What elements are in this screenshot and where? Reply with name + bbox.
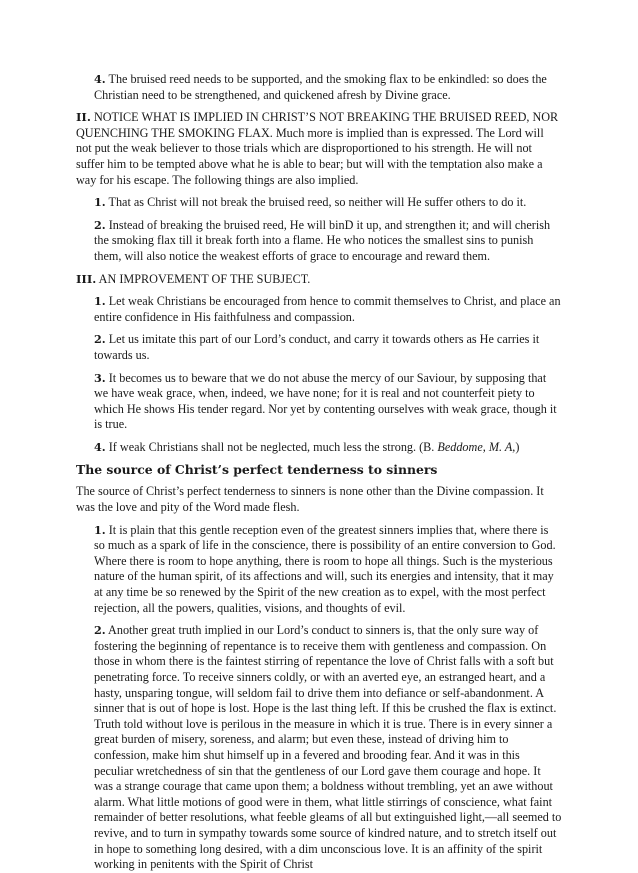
source-paragraph-1: 1. It is plain that this gentle reception even of the greatest sinners implies that, where there is so much as a spark of life in the conscience, there is possibility of an entire conversion to God. Where there is room to hope anything, there is room to hope all things. Such is the mysterious nature of the human spirit, of its affections and will, such its energies and intensity, that it may at any time be so renewed by the Spirit of the new creation as to expel, with the most perfect rejection, all the powers, qualities, visions, and thoughts of evil. [94, 522, 556, 615]
section-iii-paragraph: III. AN IMPROVEMENT OF THE SUBJECT. [76, 271, 311, 286]
paragraph-iii-1: 1. Let weak Christians be encouraged from hence to commit themselves to Christ, and place an entire confidence in His faithfulness and compassion. [94, 294, 561, 324]
section-ii-paragraph: II. NOTICE WHAT IS IMPLIED IN CHRIST’S NOT BREAKING THE BRUISED REED, NOR QUENCHING THE SMOKING FLAX. Much more is implied than is expressed. The Lord will not put the weak believer to those trials which are disproportioned to his strength. He will not suffer him to be tempted above what he is able to bear; but will with the temptation also make a way for his escape. The following things are also implied. [76, 110, 559, 187]
section-heading: The source of Christ’s perfect tenderness to sinners [76, 462, 438, 478]
paragraph-iii-4: 4. If weak Christians shall not be neglected, much less the strong. (B. Beddome, M. A,) [94, 439, 520, 454]
paragraph-iii-2: 2. Let us imitate this part of our Lord’s conduct, and carry it towards others as He carries it towards us. [94, 332, 540, 362]
paragraph-ii-1: 1. That as Christ will not break the bruised reed, so neither will He suffer others to do it. [94, 195, 527, 210]
source-intro-paragraph: The source of Christ’s perfect tenderness to sinners is none other than the Divine compassion. It was the love and pity of the Word made flesh. [76, 484, 544, 515]
paragraph-iii-3: 3. It becomes us to beware that we do not abuse the mercy of our Saviour, by supposing that we have weak grace, when, indeed, we have none; for it is real and not counterfeit piety to which He shows His tender regard. Nor yet by contenting ourselves with weak grace, though it is true. [94, 370, 557, 432]
paragraph-ii-2: 2. Instead of breaking the bruised reed, He will binD it up, and strengthen it; and will cherish the smoking flax till it break forth into a flame. He who notices the smallest sins to punish them, will also notice the weakest efforts of grace to encourage and reward them. [94, 217, 551, 263]
source-paragraph-2: 2. Another great truth implied in our Lord’s conduct to sinners is, that the only sure way of fostering the beginning of repentance is to receive them with gentleness and compassion. On those in whom there is the faintest stirring of repentance the love of Christ falls with a soft but penetrating force. To receive sinners coldly, or with an averted eye, an estranged heart, and a hasty, unsparing tongue, will seldom fail to drive them into defiance or self-abandonment. A sinner that is out of hope is lost. Hope is the last thing left. If this be crushed the flax is extinct. Truth told without love is perilous in the measure in which it is true. There is in every sinner a great burden of misery, soreness, and alarm; but even these, instead of driving him to confession, make him shut himself up in a fevered and brooding fear. And it was in this peculiar wretchedness of sin that the gentleness of our Lord gave them courage and hope. It was a strange courage that came upon them; a boldness without trembling, yet an awe without alarm. What little motions of good were in them, what little stirrings of conscience, what faint remainder of better resolutions, what feeble gleams of all but extinguished light,—all seemed to revive, and to turn in sympathy towards some source of kindred nature, and to stretch itself out in hope to something long desired, with a dim unconscious love. It is an affinity of the spirit working in penitents with the Spirit of Christ [94, 623, 562, 872]
paragraph-1: 4. The bruised reed needs to be supported, and the smoking flax to be enkindled: so does the Christian need to be strengthened, and quickened afresh by Divine grace. [94, 72, 547, 102]
